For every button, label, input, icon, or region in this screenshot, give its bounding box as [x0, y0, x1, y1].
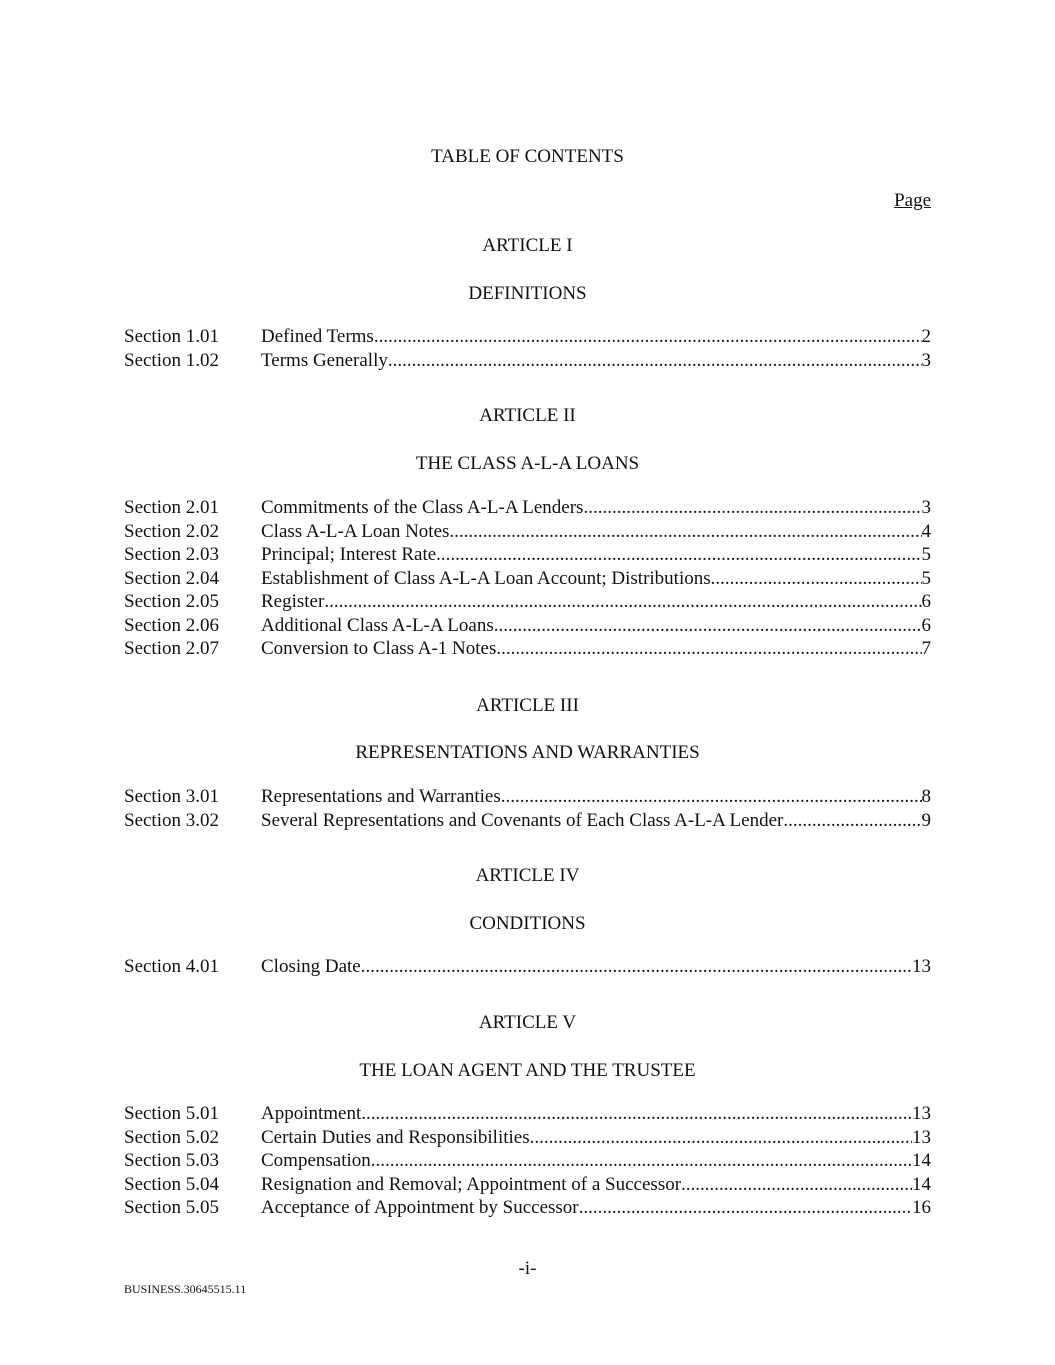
section-title: Defined Terms — [261, 326, 374, 347]
article-number: ARTICLE III — [476, 695, 579, 716]
section-title: Closing Date — [261, 956, 361, 977]
article-number: ARTICLE IV — [475, 865, 580, 886]
page-number: 14 — [912, 1150, 931, 1171]
toc-entry[interactable] — [124, 325, 931, 349]
toc-entry[interactable] — [124, 1149, 931, 1173]
toc-entry[interactable] — [124, 955, 931, 979]
page-number: 9 — [921, 809, 931, 831]
dot-leader — [388, 349, 922, 373]
toc-entry[interactable] — [124, 1196, 931, 1220]
section-title: Representations and Warranties — [261, 786, 501, 807]
toc-entry[interactable] — [124, 543, 931, 567]
page-number: 5 — [921, 544, 931, 565]
section-title: Several Representations and Covenants of Each Class A-L-A Lender — [261, 809, 784, 831]
page-number: 6 — [921, 614, 931, 636]
section-title: Additional Class A-L-A Loans — [261, 614, 494, 636]
toc-entry[interactable] — [124, 1102, 931, 1126]
section-title: Principal; Interest Rate — [261, 544, 437, 565]
section-number: Section 2.07 — [124, 638, 219, 659]
toc-entry[interactable] — [124, 567, 931, 591]
section-number: Section 2.06 — [124, 614, 219, 636]
section-list — [124, 955, 931, 979]
section-number: Section 2.02 — [124, 520, 219, 542]
section-title: Commitments of the Class A-L-A Lenders — [261, 497, 584, 518]
section-number: Section 2.04 — [124, 567, 219, 589]
dot-leader — [783, 809, 921, 833]
toc-entry[interactable] — [124, 590, 931, 614]
article-number: ARTICLE II — [479, 405, 576, 426]
article-number: ARTICLE V — [478, 1012, 577, 1033]
dot-leader — [361, 1102, 912, 1126]
toc-entry[interactable] — [124, 349, 931, 373]
dot-leader — [374, 325, 922, 349]
section-title: Certain Duties and Responsibilities — [261, 1126, 530, 1148]
dot-leader — [530, 1126, 912, 1150]
section-title: Establishment of Class A-L-A Loan Account; Distributions — [261, 567, 711, 589]
section-title: Class A-L-A Loan Notes — [261, 520, 450, 542]
section-number: Section 5.04 — [124, 1173, 219, 1195]
section-number: Section 5.01 — [124, 1103, 219, 1124]
dot-leader — [579, 1196, 912, 1220]
article-name: THE LOAN AGENT AND THE TRUSTEE — [359, 1060, 696, 1081]
dot-leader — [583, 496, 921, 520]
footer-page-number: -i- — [518, 1258, 537, 1279]
document-id: BUSINESS.30645515.11 — [124, 1282, 247, 1296]
toc-entry[interactable] — [124, 1126, 931, 1150]
section-number: Section 3.01 — [124, 786, 219, 807]
section-number: Section 5.02 — [124, 1126, 219, 1148]
toc-entry[interactable] — [124, 785, 931, 809]
page-number: 14 — [912, 1173, 931, 1195]
article-name: REPRESENTATIONS AND WARRANTIES — [355, 742, 700, 763]
article-name: CONDITIONS — [469, 913, 586, 934]
section-title: Appointment — [261, 1103, 362, 1124]
dot-leader — [361, 955, 912, 979]
section-list — [124, 785, 931, 832]
page-number: 6 — [921, 591, 931, 612]
section-number: Section 1.02 — [124, 349, 219, 371]
dot-leader — [371, 1149, 912, 1173]
article-name: DEFINITIONS — [468, 283, 587, 304]
section-number: Section 2.01 — [124, 497, 219, 518]
section-number: Section 2.03 — [124, 544, 219, 565]
dot-leader — [501, 785, 922, 809]
dot-leader — [494, 614, 922, 638]
page-number: 3 — [921, 349, 931, 371]
toc-entry[interactable] — [124, 520, 931, 544]
page-number: 2 — [921, 326, 931, 347]
section-number: Section 2.05 — [124, 591, 219, 612]
dot-leader — [324, 590, 921, 614]
page-number: 13 — [912, 956, 931, 977]
section-title: Register — [261, 591, 325, 612]
toc-entry[interactable] — [124, 637, 931, 661]
section-number: Section 4.01 — [124, 956, 219, 977]
section-title: Terms Generally — [261, 349, 388, 371]
dot-leader — [681, 1173, 912, 1197]
article-name: THE CLASS A-L-A LOANS — [415, 453, 640, 474]
dot-leader — [496, 637, 921, 661]
section-number: Section 5.05 — [124, 1197, 219, 1218]
toc-entry[interactable] — [124, 809, 931, 833]
page-number: 16 — [912, 1197, 931, 1218]
section-list — [124, 1102, 931, 1220]
page-number: 13 — [912, 1103, 931, 1124]
page-number: 13 — [912, 1126, 931, 1148]
page-number: 3 — [921, 497, 931, 518]
dot-leader — [436, 543, 921, 567]
article-number: ARTICLE I — [482, 235, 573, 256]
section-title: Compensation — [261, 1150, 371, 1171]
dot-leader — [711, 567, 922, 591]
toc-entry[interactable] — [124, 1173, 931, 1197]
section-number: Section 3.02 — [124, 809, 219, 831]
page-number: 4 — [921, 520, 931, 542]
page-number: 8 — [921, 786, 931, 807]
section-list — [124, 325, 931, 372]
section-number: Section 5.03 — [124, 1150, 219, 1171]
page-number: 7 — [921, 638, 931, 659]
toc-entry[interactable] — [124, 614, 931, 638]
toc-entry[interactable] — [124, 496, 931, 520]
page-number: 5 — [921, 567, 931, 589]
page-column-label: Page — [894, 190, 931, 211]
section-list — [124, 496, 931, 661]
dot-leader — [449, 520, 921, 544]
section-number: Section 1.01 — [124, 326, 219, 347]
toc-title: TABLE OF CONTENTS — [431, 146, 624, 167]
section-title: Conversion to Class A-1 Notes — [261, 638, 497, 659]
section-title: Acceptance of Appointment by Successor — [261, 1197, 579, 1218]
section-title: Resignation and Removal; Appointment of a Successor — [261, 1173, 682, 1195]
